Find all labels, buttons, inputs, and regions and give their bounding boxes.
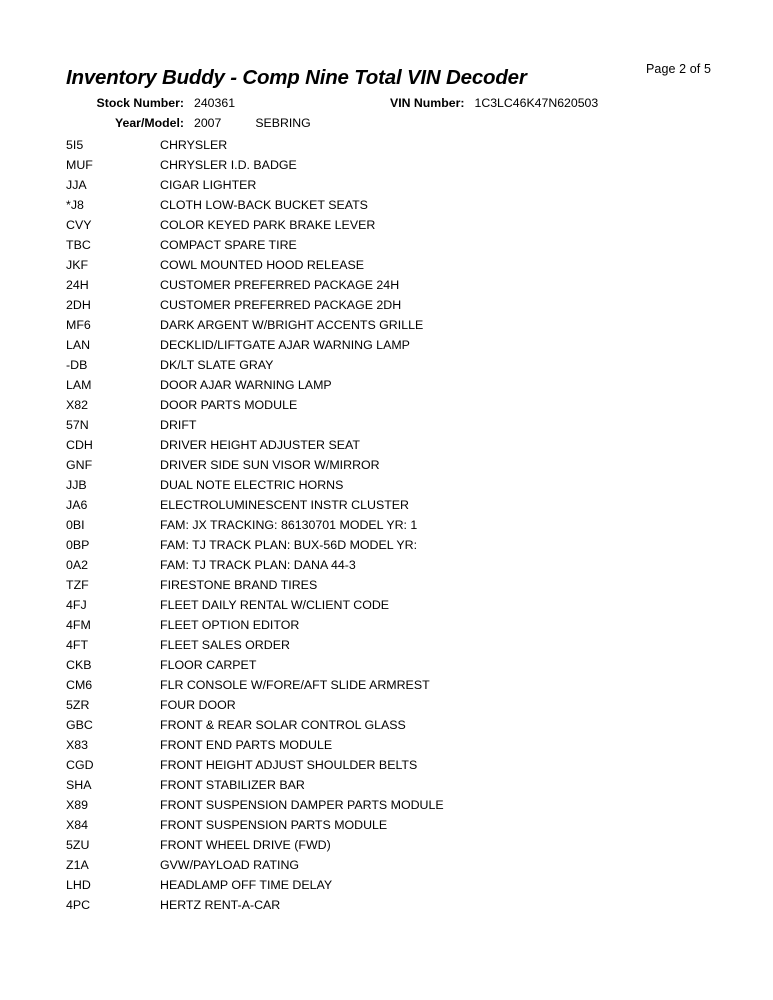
- code-description: FLEET DAILY RENTAL W/CLIENT CODE: [160, 598, 390, 612]
- code-description: FRONT END PARTS MODULE: [160, 738, 333, 752]
- vin-number-value: 1C3LC46K47N620503: [474, 96, 599, 110]
- meta-row-year-model: [66, 116, 716, 132]
- code-key: SHA: [66, 778, 92, 792]
- year-value: 2007: [194, 116, 222, 130]
- code-row: [66, 258, 726, 278]
- code-description: FRONT SUSPENSION DAMPER PARTS MODULE: [160, 798, 444, 812]
- code-key: -DB: [66, 358, 88, 372]
- code-row: [66, 278, 726, 298]
- code-description: FRONT STABILIZER BAR: [160, 778, 305, 792]
- code-description: FRONT HEIGHT ADJUST SHOULDER BELTS: [160, 758, 418, 772]
- code-row: [66, 398, 726, 418]
- code-row: [66, 378, 726, 398]
- code-row: [66, 198, 726, 218]
- code-key: *J8: [66, 198, 84, 212]
- vin-number-label: VIN Number:: [390, 96, 465, 110]
- code-key: 4FT: [66, 638, 89, 652]
- code-row: [66, 498, 726, 518]
- code-description: FLOOR CARPET: [160, 658, 257, 672]
- code-row: [66, 778, 726, 798]
- code-description: CUSTOMER PREFERRED PACKAGE 2DH: [160, 298, 402, 312]
- code-description: COMPACT SPARE TIRE: [160, 238, 297, 252]
- code-key: JJB: [66, 478, 87, 492]
- year-model-label: Year/Model:: [114, 116, 184, 130]
- code-row: [66, 358, 726, 378]
- code-description: ELECTROLUMINESCENT INSTR CLUSTER: [160, 498, 409, 512]
- code-key: X82: [66, 398, 89, 412]
- code-description: FLEET OPTION EDITOR: [160, 618, 300, 632]
- code-row: [66, 318, 726, 338]
- code-row: [66, 578, 726, 598]
- stock-number-label: Stock Number:: [96, 96, 184, 110]
- code-key: 4PC: [66, 898, 91, 912]
- code-row: [66, 838, 726, 858]
- code-row: [66, 298, 726, 318]
- code-description: FAM: JX TRACKING: 86130701 MODEL YR: 1: [160, 518, 418, 532]
- code-description: FAM: TJ TRACK PLAN: DANA 44-3: [160, 558, 356, 572]
- code-key: 4FJ: [66, 598, 87, 612]
- code-row: [66, 758, 726, 778]
- code-description: FRONT WHEEL DRIVE (FWD): [160, 838, 331, 852]
- code-description: FRONT SUSPENSION PARTS MODULE: [160, 818, 388, 832]
- code-description: DUAL NOTE ELECTRIC HORNS: [160, 478, 344, 492]
- code-description: DRIVER HEIGHT ADJUSTER SEAT: [160, 438, 360, 452]
- model-value: SEBRING: [255, 116, 311, 130]
- code-row: [66, 598, 726, 618]
- stock-number-value: 240361: [194, 96, 236, 110]
- code-key: CGD: [66, 758, 94, 772]
- code-description: DRIFT: [160, 418, 197, 432]
- code-key: CKB: [66, 658, 92, 672]
- code-key: MF6: [66, 318, 91, 332]
- code-description: CHRYSLER: [160, 138, 228, 152]
- code-key: Z1A: [66, 858, 89, 872]
- code-row: [66, 138, 726, 158]
- code-description: FIRESTONE BRAND TIRES: [160, 578, 318, 592]
- code-description: FAM: TJ TRACK PLAN: BUX-56D MODEL YR:: [160, 538, 418, 552]
- vin-group: [390, 96, 598, 110]
- code-row: [66, 798, 726, 818]
- code-row: [66, 858, 726, 878]
- code-row: [66, 898, 726, 918]
- code-description: DK/LT SLATE GRAY: [160, 358, 274, 372]
- code-key: JKF: [66, 258, 89, 272]
- code-key: JA6: [66, 498, 88, 512]
- code-row: [66, 658, 726, 678]
- code-key: GNF: [66, 458, 93, 472]
- code-description: DRIVER SIDE SUN VISOR W/MIRROR: [160, 458, 380, 472]
- code-key: 2DH: [66, 298, 91, 312]
- code-key: 0A2: [66, 558, 89, 572]
- code-row: [66, 178, 726, 198]
- code-description: DOOR PARTS MODULE: [160, 398, 298, 412]
- code-key: CM6: [66, 678, 93, 692]
- code-key: CDH: [66, 438, 93, 452]
- code-key: 57N: [66, 418, 89, 432]
- code-description: DARK ARGENT W/BRIGHT ACCENTS GRILLE: [160, 318, 424, 332]
- code-key: LHD: [66, 878, 91, 892]
- code-description: CUSTOMER PREFERRED PACKAGE 24H: [160, 278, 400, 292]
- code-row: [66, 718, 726, 738]
- code-row: [66, 518, 726, 538]
- code-key: X84: [66, 818, 89, 832]
- code-key: TBC: [66, 238, 91, 252]
- code-description: CHRYSLER I.D. BADGE: [160, 158, 297, 172]
- code-row: [66, 218, 726, 238]
- code-row: [66, 418, 726, 438]
- meta-row-stock-vin: [66, 96, 716, 112]
- code-description: FRONT & REAR SOLAR CONTROL GLASS: [160, 718, 406, 732]
- code-description: DOOR AJAR WARNING LAMP: [160, 378, 332, 392]
- page-indicator: Page 2 of 5: [645, 62, 711, 76]
- code-row: [66, 538, 726, 558]
- code-row: [66, 558, 726, 578]
- code-row: [66, 618, 726, 638]
- code-description: CIGAR LIGHTER: [160, 178, 257, 192]
- code-description: HEADLAMP OFF TIME DELAY: [160, 878, 333, 892]
- code-key: TZF: [66, 578, 89, 592]
- code-row: [66, 478, 726, 498]
- page-title: Inventory Buddy - Comp Nine Total VIN Decoder: [66, 66, 527, 89]
- code-key: MUF: [66, 158, 93, 172]
- code-key: 5ZR: [66, 698, 90, 712]
- code-row: [66, 818, 726, 838]
- code-description: FOUR DOOR: [160, 698, 236, 712]
- code-key: LAN: [66, 338, 91, 352]
- code-row: [66, 638, 726, 658]
- code-key: 5ZU: [66, 838, 90, 852]
- code-list: [66, 138, 726, 918]
- code-key: 0BP: [66, 538, 90, 552]
- code-row: [66, 698, 726, 718]
- code-description: FLR CONSOLE W/FORE/AFT SLIDE ARMREST: [160, 678, 430, 692]
- vehicle-meta-block: [66, 96, 716, 136]
- code-key: 0BI: [66, 518, 85, 532]
- code-row: [66, 458, 726, 478]
- code-description: FLEET SALES ORDER: [160, 638, 290, 652]
- code-description: COWL MOUNTED HOOD RELEASE: [160, 258, 365, 272]
- code-key: LAM: [66, 378, 92, 392]
- code-row: [66, 238, 726, 258]
- code-key: X83: [66, 738, 89, 752]
- code-key: 5I5: [66, 138, 84, 152]
- code-description: HERTZ RENT-A-CAR: [160, 898, 281, 912]
- code-row: [66, 158, 726, 178]
- code-key: CVY: [66, 218, 92, 232]
- code-row: [66, 338, 726, 358]
- code-description: DECKLID/LIFTGATE AJAR WARNING LAMP: [160, 338, 410, 352]
- code-key: JJA: [66, 178, 87, 192]
- code-description: GVW/PAYLOAD RATING: [160, 858, 300, 872]
- code-key: 4FM: [66, 618, 91, 632]
- code-key: X89: [66, 798, 89, 812]
- code-row: [66, 878, 726, 898]
- code-key: GBC: [66, 718, 93, 732]
- code-description: CLOTH LOW-BACK BUCKET SEATS: [160, 198, 368, 212]
- code-key: 24H: [66, 278, 89, 292]
- code-row: [66, 438, 726, 458]
- code-row: [66, 738, 726, 758]
- code-description: COLOR KEYED PARK BRAKE LEVER: [160, 218, 376, 232]
- code-row: [66, 678, 726, 698]
